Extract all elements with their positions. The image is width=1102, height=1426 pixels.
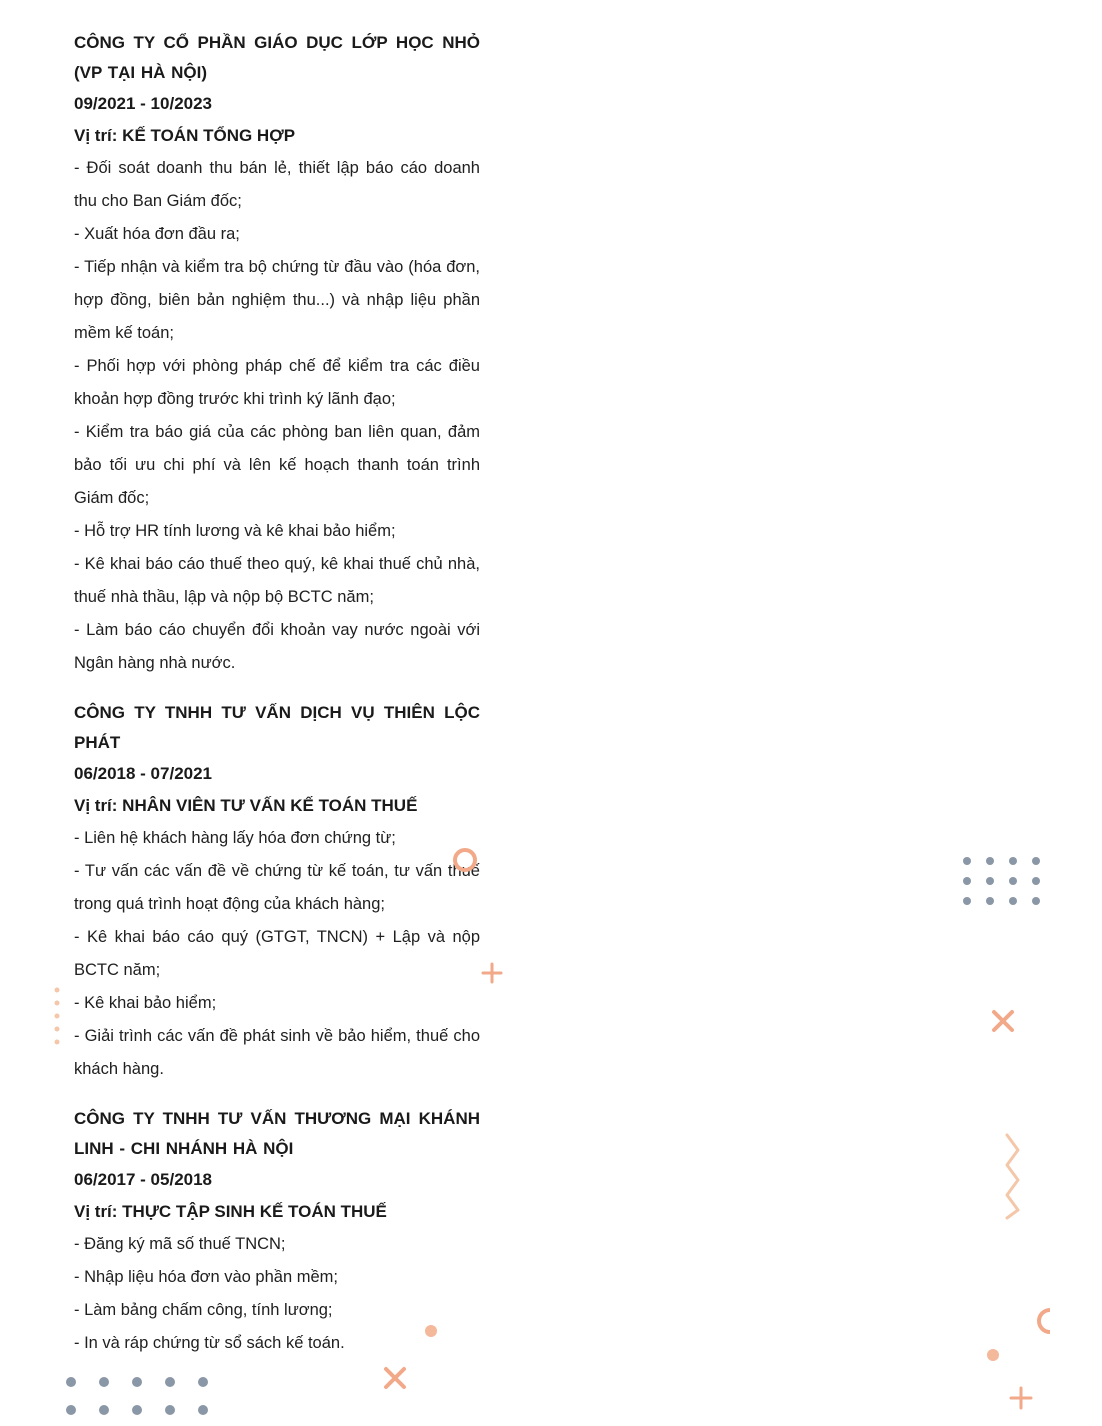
plus-decoration-icon bbox=[483, 964, 501, 982]
duty-item: - Phối hợp với phòng pháp chế để kiểm tra các điều khoản hợp đồng trước khi trình ký lãnh đạo; bbox=[74, 357, 480, 408]
duty-item: - Nhập liệu hóa đơn vào phần mềm; bbox=[74, 1268, 338, 1286]
duty-item: - Tiếp nhận và kiểm tra bộ chứng từ đầu vào (hóa đơn, hợp đồng, biên bản nghiệm thu...) và nhập liệu phần mềm kế toán; bbox=[74, 258, 480, 342]
cross-decoration-icon bbox=[994, 1012, 1012, 1030]
company-name: CÔNG TY CỔ PHẦN GIÁO DỤC LỚP HỌC NHỎ (VP TẠI HÀ NỘI) bbox=[74, 33, 480, 82]
job-position: Vị trí: KẾ TOÁN TỔNG HỢP bbox=[74, 126, 296, 145]
employment-period: 06/2018 - 07/2021 bbox=[74, 764, 213, 783]
cross-decoration-icon bbox=[386, 1369, 404, 1387]
dot-grid-right-icon bbox=[963, 857, 1040, 905]
company-name: CÔNG TY TNHH TƯ VẤN DỊCH VỤ THIÊN LỘC PHÁT bbox=[74, 703, 480, 752]
dot-decoration-icon bbox=[425, 1325, 437, 1337]
duty-item: - Đăng ký mã số thuế TNCN; bbox=[74, 1235, 286, 1253]
duty-item: - Kê khai bảo hiểm; bbox=[74, 994, 217, 1012]
duty-item: - Kiểm tra báo giá của các phòng ban liên quan, đảm bảo tối ưu chi phí và lên kế hoạch thanh toán trình Giám đốc; bbox=[74, 423, 480, 507]
company-name: CÔNG TY TNHH TƯ VẤN THƯƠNG MẠI KHÁNH LINH - CHI NHÁNH HÀ NỘI bbox=[74, 1109, 480, 1158]
zigzag-decoration-icon bbox=[1007, 1135, 1018, 1218]
arc-decoration-icon bbox=[1039, 1310, 1050, 1332]
job-position: Vị trí: THỰC TẬP SINH KẾ TOÁN THUẾ bbox=[74, 1202, 387, 1221]
duty-item: - Kê khai báo cáo quý (GTGT, TNCN) + Lập và nộp BCTC năm; bbox=[74, 928, 480, 979]
duty-item: - In và ráp chứng từ sổ sách kế toán. bbox=[74, 1334, 345, 1352]
ring-decoration-icon bbox=[455, 850, 475, 870]
duty-item: - Làm báo cáo chuyển đổi khoản vay nước ngoài với Ngân hàng nhà nước. bbox=[74, 621, 480, 672]
employment-period: 06/2017 - 05/2018 bbox=[74, 1170, 213, 1189]
employment-period: 09/2021 - 10/2023 bbox=[74, 94, 213, 113]
duty-item: - Tư vấn các vấn đề về chứng từ kế toán, tư vấn thuế trong quá trình hoạt động của khách hàng; bbox=[74, 862, 480, 913]
duty-item: - Xuất hóa đơn đầu ra; bbox=[74, 225, 240, 243]
duty-item: - Liên hệ khách hàng lấy hóa đơn chứng từ; bbox=[74, 829, 396, 847]
duty-item: - Đối soát doanh thu bán lẻ, thiết lập báo cáo doanh thu cho Ban Giám đốc; bbox=[74, 159, 480, 210]
job-position: Vị trí: NHÂN VIÊN TƯ VẤN KẾ TOÁN THUẾ bbox=[74, 796, 418, 815]
plus-decoration-icon bbox=[1011, 1388, 1031, 1408]
dot-grid-bottom-icon bbox=[66, 1377, 208, 1415]
dot-decoration-icon bbox=[987, 1349, 999, 1361]
duty-item: - Hỗ trợ HR tính lương và kê khai bảo hiểm; bbox=[74, 522, 396, 540]
duty-item: - Làm bảng chấm công, tính lương; bbox=[74, 1301, 333, 1319]
duty-item: - Kê khai báo cáo thuế theo quý, kê khai thuế chủ nhà, thuế nhà thầu, lập và nộp bộ BCTC năm; bbox=[74, 555, 480, 606]
duty-item: - Giải trình các vấn đề phát sinh về bảo hiểm, thuế cho khách hàng. bbox=[74, 1027, 480, 1078]
dot-column-decoration-icon bbox=[55, 988, 60, 1045]
